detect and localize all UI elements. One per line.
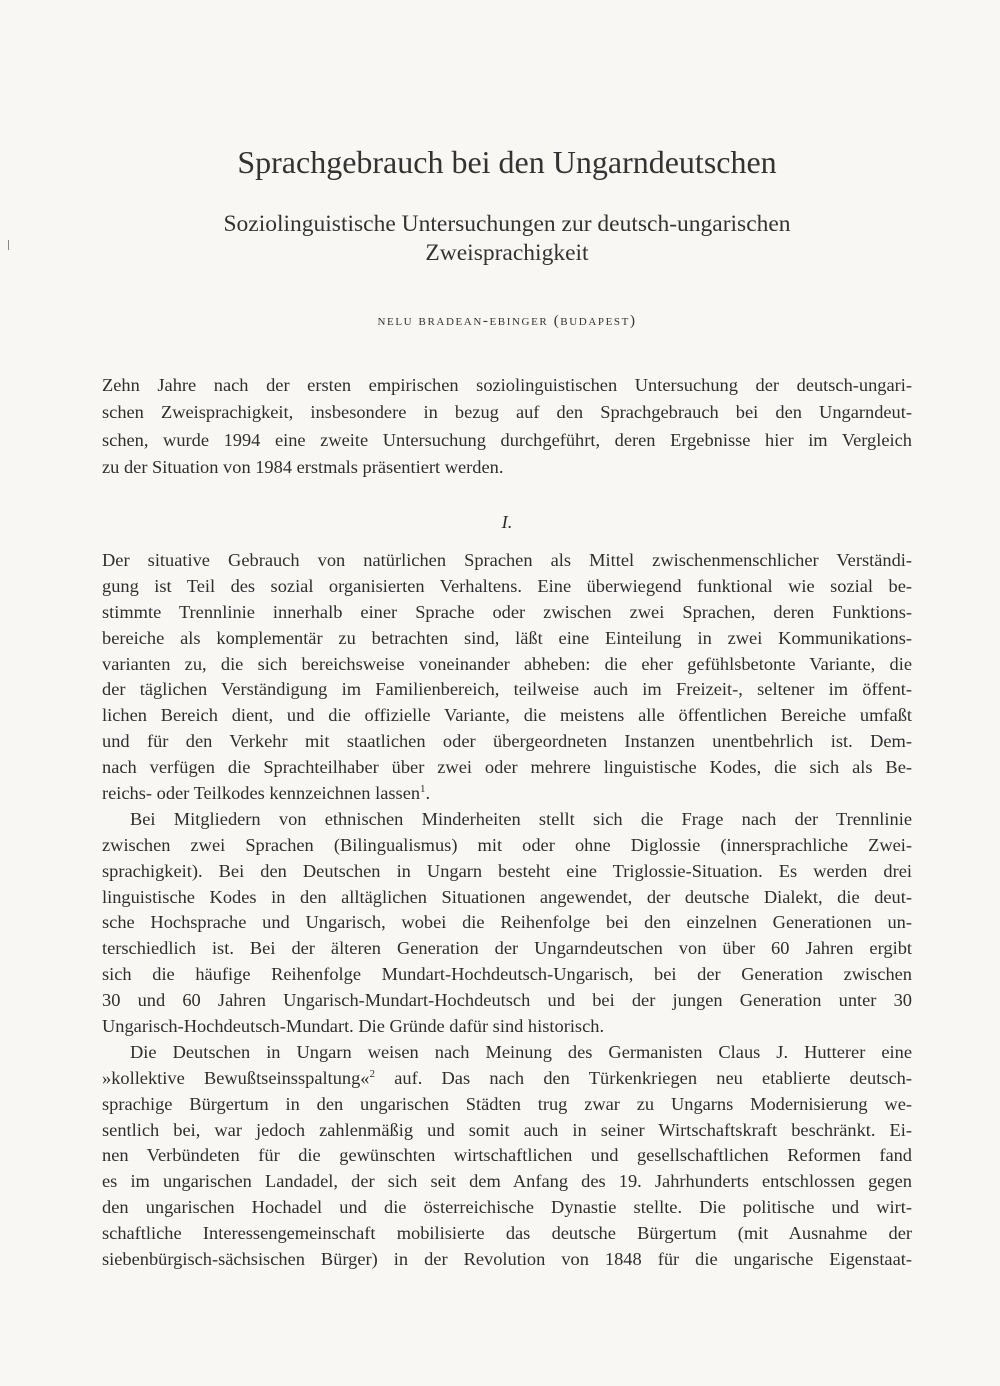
subtitle-line: Soziolinguistische Untersuchungen zur deutsch-ungarischen: [223, 211, 791, 237]
subtitle-line: Zweisprachigkeit: [425, 240, 589, 266]
text-line: Bei Mitgliedern von ethnischen Minderheiten stellt sich die Frage nach der Trennlinie: [130, 808, 912, 829]
scan-mark: [8, 240, 9, 250]
article-title: Sprachgebrauch bei den Ungarndeutschen: [237, 144, 777, 180]
author-line: nelu bradean-ebinger (budapest): [377, 313, 637, 329]
abstract-line: schen Zweisprachigkeit, insbesondere in bezug auf den Sprachgebrauch bei den Ungarndeut-: [102, 402, 912, 423]
article-subtitle: [102, 210, 912, 268]
paragraph: [102, 548, 912, 807]
text-line: Die Deutschen in Ungarn weisen nach Meinung des Germanisten Claus J. Hutterer eine: [130, 1041, 912, 1062]
text-line: [102, 781, 912, 807]
text-line: linguistische Kodes in den alltäglichen Situationen angewendet, der deutsche Dialekt, die deut-: [102, 886, 912, 907]
text-line: terschiedlich ist. Bei der älteren Generation der Ungarndeutschen von über 60 Jahren ergibt: [102, 938, 912, 959]
abstract-line: schen, wurde 1994 eine zweite Untersuchung durchgeführt, deren Ergebnisse hier im Vergleich: [102, 429, 912, 450]
text-line: zwischen zwei Sprachen (Bilingualismus) mit oder ohne Diglossie (innersprachliche Zwei-: [102, 834, 912, 855]
text-line: varianten zu, die sich bereichsweise voneinander abheben: die eher gefühlsbetonte Variante, die: [102, 653, 912, 674]
footnote-ref[interactable]: 2: [369, 1067, 375, 1080]
text-line: sche Hochsprache und Ungarisch, wobei die Reihenfolge bei den einzelnen Generationen un-: [102, 912, 912, 933]
text-line: der täglichen Verständigung im Familienbereich, teilweise auch im Freizeit-, seltener im öffent-: [102, 679, 912, 700]
text-line: siebenbürgisch-sächsischen Bürger) in der Revolution von 1848 für die ungarische Eigenstaat-: [102, 1249, 912, 1270]
line-text: »kollektive Bewußtseinsspaltung«: [102, 1067, 370, 1088]
body-text: [102, 548, 912, 1273]
abstract: [102, 372, 912, 482]
text-line: sprachige Bürgertum in den ungarischen Städten trug zwar zu Ungarns Modernisierung we-: [102, 1093, 912, 1114]
abstract-line: zu der Situation von 1984 erstmals präsentiert werden.: [102, 457, 504, 478]
text-line: sprachigkeit). Bei den Deutschen in Ungarn besteht eine Triglossie-Situation. Es werden drei: [102, 860, 912, 881]
text-line: es im ungarischen Landadel, der sich seit dem Anfang des 19. Jahrhunderts entschlossen gegen: [102, 1171, 912, 1192]
text-line: schaftliche Interessengemeinschaft mobilisierte das deutsche Bürgertum (mit Ausnahme der: [102, 1223, 912, 1244]
text-line: 30 und 60 Jahren Ungarisch-Mundart-Hochdeutsch und bei der jungen Generation unter 30: [102, 990, 912, 1011]
line-text: reichs- oder Teilkodes kennzeichnen lassen: [102, 783, 421, 804]
paragraph: [102, 1040, 912, 1273]
text-line: sentlich bei, war jedoch zahlenmäßig und somit auch in seiner Wirtschaftskraft beschränkt. Ei-: [102, 1119, 912, 1140]
line-text: auf. Das nach den Türkenkriegen neu etablierte deutsch-: [374, 1067, 912, 1088]
text-line: stimmte Trennlinie innerhalb einer Sprache oder zwischen zwei Sprachen, deren Funktions-: [102, 601, 912, 622]
text-line: [102, 1066, 912, 1092]
section-heading: I.: [501, 512, 513, 532]
text-line: Ungarisch-Hochdeutsch-Mundart. Die Gründe dafür sind historisch.: [102, 1016, 605, 1037]
text-line: sich die häufige Reihenfolge Mundart-Hochdeutsch-Ungarisch, bei der Generation zwischen: [102, 964, 912, 985]
text-line: nen Verbündeten für die gewünschten wirtschaftlichen und gesellschaftlichen Reformen fand: [102, 1145, 912, 1166]
text-line: und für den Verkehr mit staatlichen oder übergeordneten Instanzen unentbehrlich ist. Dem-: [102, 731, 912, 752]
text-line: Der situative Gebrauch von natürlichen Sprachen als Mittel zwischenmenschlicher Verständi-: [102, 550, 912, 570]
footnote-ref[interactable]: 1: [420, 782, 426, 795]
abstract-line: Zehn Jahre nach der ersten empirischen soziolinguistischen Untersuchung der deutsch-ungari-: [102, 375, 912, 395]
text-line: gung ist Teil des sozial organisierten Verhaltens. Eine überwiegend funktional wie sozial be-: [102, 575, 912, 596]
text-line: den ungarischen Hochadel und die österreichische Dynastie stellte. Die politische und wirt-: [102, 1197, 912, 1218]
paragraph: [102, 807, 912, 1040]
line-text: .: [425, 783, 431, 804]
text-line: bereiche als komplementär zu betrachten sind, läßt eine Einteilung in zwei Kommunikations-: [102, 627, 912, 648]
text-line: nach verfügen die Sprachteilhaber über zwei oder mehrere linguistische Kodes, die sich als Be-: [102, 757, 912, 778]
text-line: lichen Bereich dient, und die offizielle Variante, die meistens alle öffentlichen Bereiche umfaßt: [102, 705, 912, 726]
